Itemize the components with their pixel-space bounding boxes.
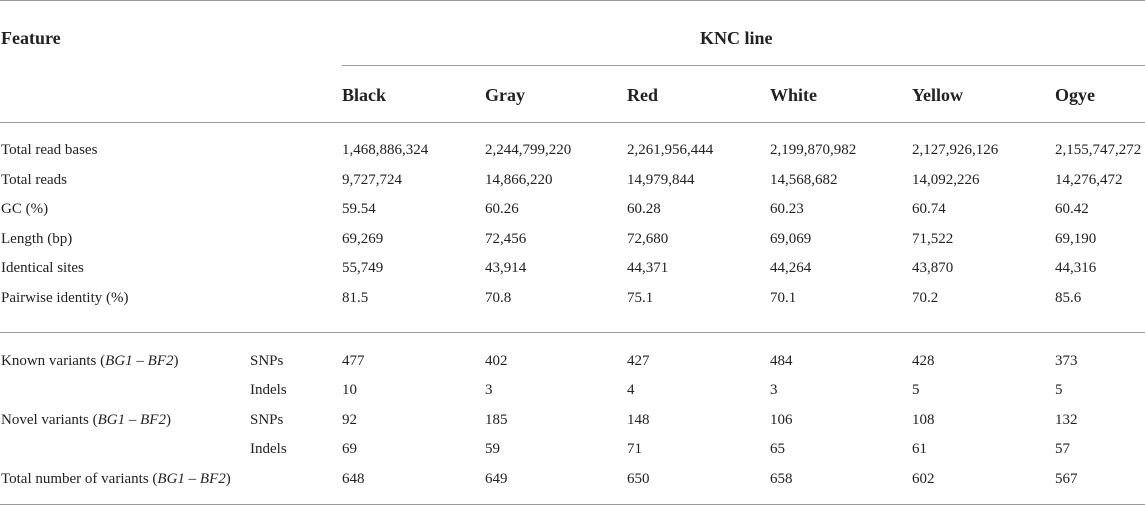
cell: 650 (627, 471, 650, 487)
cell: 70.2 (912, 290, 939, 306)
known-variants-label: Known variants (BG1 – BF2) (1, 353, 179, 369)
known-indels-label: Indels (250, 382, 287, 398)
cell: 60.23 (770, 201, 804, 217)
cell: 567 (1055, 471, 1078, 487)
cell: 72,456 (485, 231, 527, 247)
top-rule (0, 0, 1145, 1)
cell: 2,127,926,126 (912, 142, 999, 158)
cell: 1,468,886,324 (342, 142, 429, 158)
cell: 44,264 (770, 260, 812, 276)
col-header-gray: Gray (485, 85, 525, 105)
col-header-red: Red (627, 85, 658, 105)
row-label: GC (%) (1, 201, 49, 217)
cell: 3 (485, 382, 493, 398)
cell: 69,269 (342, 231, 384, 247)
row-label: Identical sites (1, 260, 84, 276)
cell: 14,568,682 (770, 172, 838, 188)
cell: 61 (912, 441, 927, 457)
cell: 85.6 (1055, 290, 1082, 306)
cell: 649 (485, 471, 508, 487)
cell: 59.54 (342, 201, 376, 217)
cell: 59 (485, 441, 500, 457)
cell: 44,371 (627, 260, 669, 276)
section-rule (0, 332, 1145, 333)
cell: 658 (770, 471, 793, 487)
row-label: Total read bases (1, 142, 98, 158)
cell: 14,092,226 (912, 172, 980, 188)
cell: 65 (770, 441, 785, 457)
col-header-ogye: Ogye (1055, 85, 1095, 105)
cell: 3 (770, 382, 778, 398)
col-header-white: White (770, 85, 817, 105)
cell: 57 (1055, 441, 1070, 457)
cell: 43,914 (485, 260, 527, 276)
cell: 148 (627, 412, 650, 428)
cell: 5 (912, 382, 920, 398)
cell: 55,749 (342, 260, 384, 276)
cell: 2,199,870,982 (770, 142, 857, 158)
cell: 373 (1055, 353, 1078, 369)
cell: 4 (627, 382, 635, 398)
cell: 484 (770, 353, 793, 369)
row-label: Pairwise identity (%) (1, 290, 129, 306)
group-rule (342, 65, 1145, 66)
cell: 14,866,220 (485, 172, 553, 188)
cell: 648 (342, 471, 365, 487)
cell: 44,316 (1055, 260, 1097, 276)
header-rule (0, 122, 1145, 123)
cell: 43,870 (912, 260, 954, 276)
feature-header: Feature (1, 28, 61, 48)
cell: 70.8 (485, 290, 512, 306)
col-header-black: Black (342, 85, 387, 105)
knc-line-header: KNC line (700, 28, 773, 48)
known-snps-label: SNPs (250, 353, 284, 369)
cell: 2,244,799,220 (485, 142, 572, 158)
cell: 60.42 (1055, 201, 1089, 217)
cell: 92 (342, 412, 357, 428)
cell: 402 (485, 353, 508, 369)
cell: 72,680 (627, 231, 669, 247)
novel-variants-label: Novel variants (BG1 – BF2) (1, 412, 171, 428)
cell: 60.74 (912, 201, 946, 217)
cell: 71,522 (912, 231, 954, 247)
cell: 81.5 (342, 290, 369, 306)
cell: 427 (627, 353, 650, 369)
cell: 2,261,956,444 (627, 142, 714, 158)
cell: 69 (342, 441, 357, 457)
total-variants-label: Total number of variants (BG1 – BF2) (1, 471, 231, 487)
cell: 69,190 (1055, 231, 1097, 247)
cell: 2,155,747,272 (1055, 142, 1142, 158)
novel-snps-label: SNPs (250, 412, 284, 428)
row-label: Total reads (1, 172, 68, 188)
cell: 60.26 (485, 201, 519, 217)
cell: 428 (912, 353, 935, 369)
col-header-yellow: Yellow (912, 85, 963, 105)
row-label: Length (bp) (1, 231, 73, 247)
cell: 60.28 (627, 201, 661, 217)
cell: 477 (342, 353, 365, 369)
cell: 10 (342, 382, 357, 398)
cell: 71 (627, 441, 642, 457)
cell: 106 (770, 412, 793, 428)
cell: 185 (485, 412, 508, 428)
cell: 108 (912, 412, 935, 428)
novel-indels-label: Indels (250, 441, 287, 457)
cell: 75.1 (627, 290, 654, 306)
cell: 5 (1055, 382, 1063, 398)
cell: 14,276,472 (1055, 172, 1123, 188)
cell: 69,069 (770, 231, 812, 247)
cell: 602 (912, 471, 935, 487)
cell: 14,979,844 (627, 172, 695, 188)
cell: 132 (1055, 412, 1078, 428)
cell: 9,727,724 (342, 172, 402, 188)
cell: 70.1 (770, 290, 797, 306)
